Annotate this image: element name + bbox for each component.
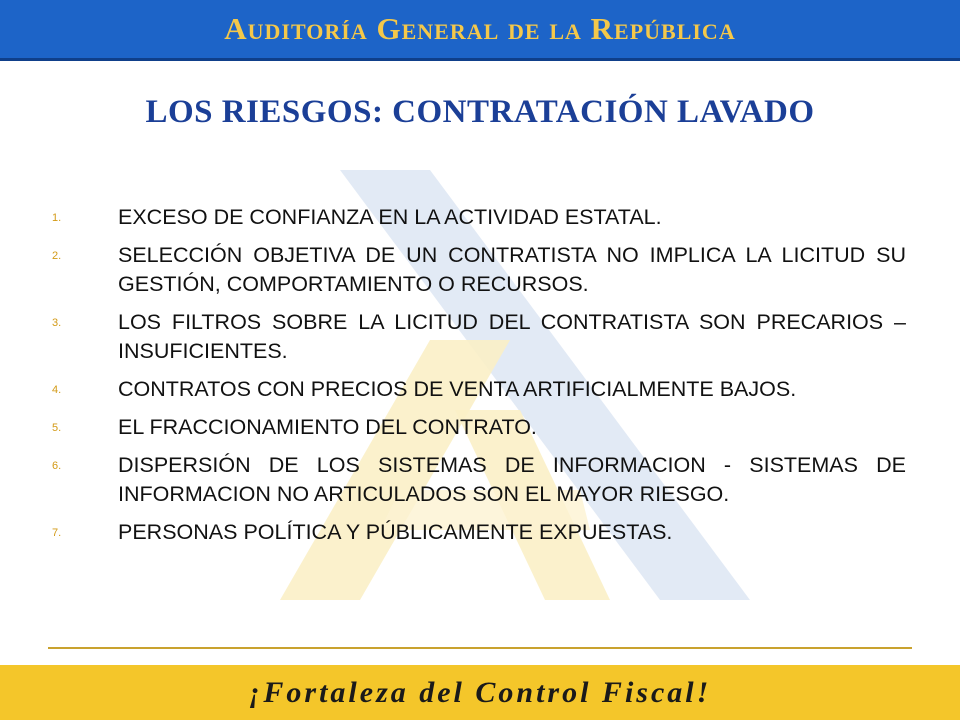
- list-item-number: 2.: [52, 250, 62, 262]
- list-item: [52, 241, 906, 299]
- list-item-text: DISPERSIÓN DE LOS SISTEMAS DE INFORMACION - SISTEMAS DE INFORMACION NO ARTICULADOS SON EL MAYOR RIESGO.: [118, 453, 906, 506]
- list-item: [52, 451, 906, 509]
- list-item-text: CONTRATOS CON PRECIOS DE VENTA ARTIFICIALMENTE BAJOS.: [118, 377, 797, 401]
- footer-slogan: ¡Fortaleza del Control Fiscal!: [248, 675, 712, 709]
- list-item-text: EXCESO DE CONFIANZA EN LA ACTIVIDAD ESTATAL.: [118, 205, 662, 229]
- list-item-number: 5.: [52, 422, 62, 434]
- list-item-number: 7.: [52, 527, 62, 539]
- list-item-number: 4.: [52, 384, 62, 396]
- header-title: Auditoría General de la República: [224, 11, 736, 46]
- list-item: [52, 375, 906, 404]
- list-item-text: EL FRACCIONAMIENTO DEL CONTRATO.: [118, 415, 537, 439]
- risk-list: [52, 203, 906, 556]
- list-item-text: PERSONAS POLÍTICA Y PÚBLICAMENTE EXPUESTAS.: [118, 520, 673, 544]
- list-item-text: SELECCIÓN OBJETIVA DE UN CONTRATISTA NO IMPLICA LA LICITUD SU GESTIÓN, COMPORTAMIENTO O RECURSOS.: [118, 243, 906, 296]
- header-band: [0, 0, 960, 61]
- footer-band: [0, 665, 960, 720]
- list-item-number: 1.: [52, 212, 62, 224]
- list-item: [52, 308, 906, 366]
- list-item: [52, 518, 906, 547]
- list-item-text: LOS FILTROS SOBRE LA LICITUD DEL CONTRATISTA SON PRECARIOS – INSUFICIENTES.: [118, 310, 906, 363]
- list-item: [52, 203, 906, 232]
- slide-title: LOS RIESGOS: CONTRATACIÓN LAVADO: [145, 94, 815, 130]
- list-item-number: 6.: [52, 460, 62, 472]
- list-item: [52, 413, 906, 442]
- divider: [48, 647, 912, 649]
- list-item-number: 3.: [52, 317, 62, 329]
